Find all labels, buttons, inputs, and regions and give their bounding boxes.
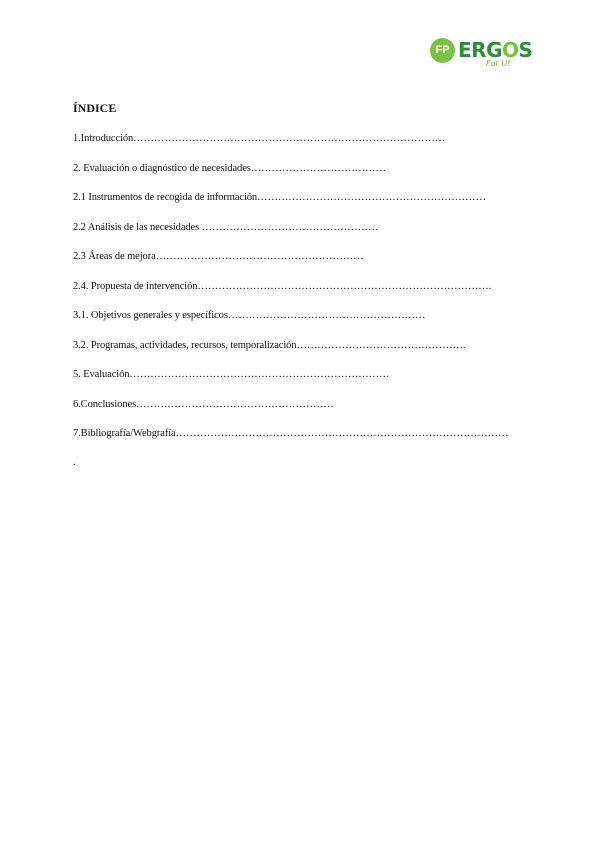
toc-title: ÍNDICE [73, 101, 117, 115]
toc-entry-evaluacion: 5. Evaluación………………………………………………………………… [73, 369, 390, 380]
toc-entry-objetivos: 3.1. Objetivos generales y específicos………………………………………………… [73, 310, 426, 321]
toc-entry-introduccion: 1.Introducción……………………………………………………………………………… [73, 133, 446, 144]
toc-entry-conclusiones: 6.Conclusiones………………………………………………… [73, 398, 334, 410]
brand-tagline: For U! [486, 59, 511, 68]
toc-entry-bibliografia: 7.Bibliografía/Webgrafía…………………………………………………………………………………… [73, 428, 509, 439]
toc-entry-evaluacion-diagnostico: 2. Evaluación o diagnóstico de necesidades………………………………… [73, 162, 386, 174]
toc-entry-analisis-necesidades: 2.2 Análisis de las necesidades …………………………………………… [73, 221, 379, 233]
toc-entry-areas-mejora: 2.3 Áreas de mejora…………………………………………………… [73, 251, 364, 262]
toc-entry-programas: 3.2. Programas, actividades, recursos, temporalización…………………………………………. [73, 339, 466, 351]
ergos-logo [430, 36, 533, 72]
toc-entry-instrumentos: 2.1 Instrumentos de recogida de información………………………………………………………… [73, 192, 486, 203]
toc-list [73, 132, 508, 457]
brand-name-part1: ERG [458, 38, 502, 62]
trailing-mark: . [73, 457, 76, 468]
toc-entry-propuesta-intervencion: 2.4. Propuesta de intervención…………………………………………………………………………. [73, 280, 492, 292]
brand-name-accent: O [501, 38, 519, 62]
fp-badge: FP [430, 38, 455, 63]
brand-name-part2: S [518, 38, 533, 62]
